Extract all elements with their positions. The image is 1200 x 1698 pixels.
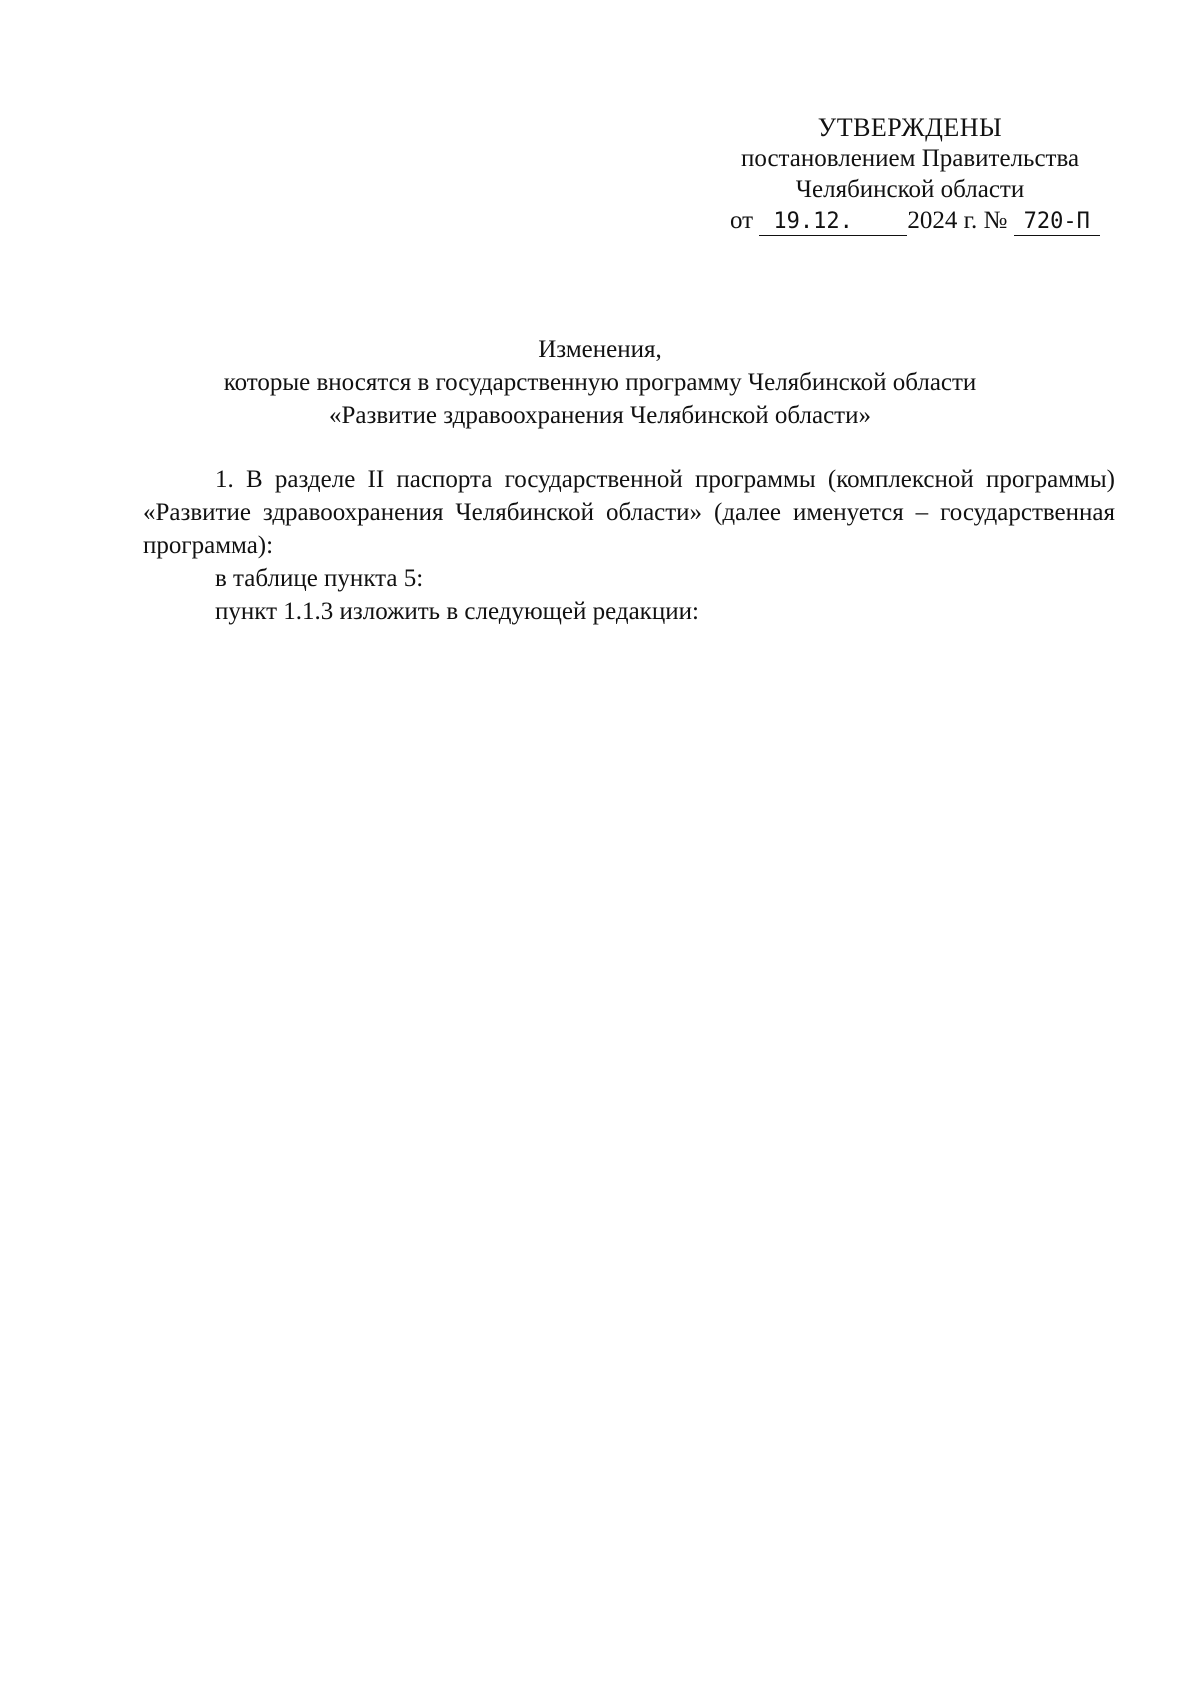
document-heading [0, 333, 1200, 432]
heading-line-3: «Развитие здравоохранения Челябинской области» [328, 402, 871, 429]
heading-line-1: Изменения, [538, 336, 662, 363]
date-prefix: от [730, 207, 754, 234]
date-value: 19.12. [759, 209, 907, 236]
heading-line-2: которые вносятся в государственную программу Челябинской области [223, 369, 977, 396]
body-line-3: пункт 1.1.3 изложить в следующей редакции: [215, 598, 699, 625]
approval-line-1: постановлением Правительства [740, 145, 1080, 172]
year-text: 2024 г. № [907, 207, 1008, 234]
approval-title: УТВЕРЖДЕНЫ [817, 113, 1003, 142]
document-number: 720-П [1014, 209, 1100, 236]
approval-block [690, 112, 1130, 236]
document-body [143, 463, 1115, 628]
body-paragraph-1: 1. В разделе II паспорта государственной программы (комплексной программы) «Развитие здравоохранения Челябинской области» (далее именуется – государственная программа): [143, 466, 1115, 559]
body-line-2: в таблице пункта 5: [215, 565, 424, 592]
approval-line-2: Челябинской области [795, 176, 1025, 203]
approval-date-line [690, 205, 1130, 236]
